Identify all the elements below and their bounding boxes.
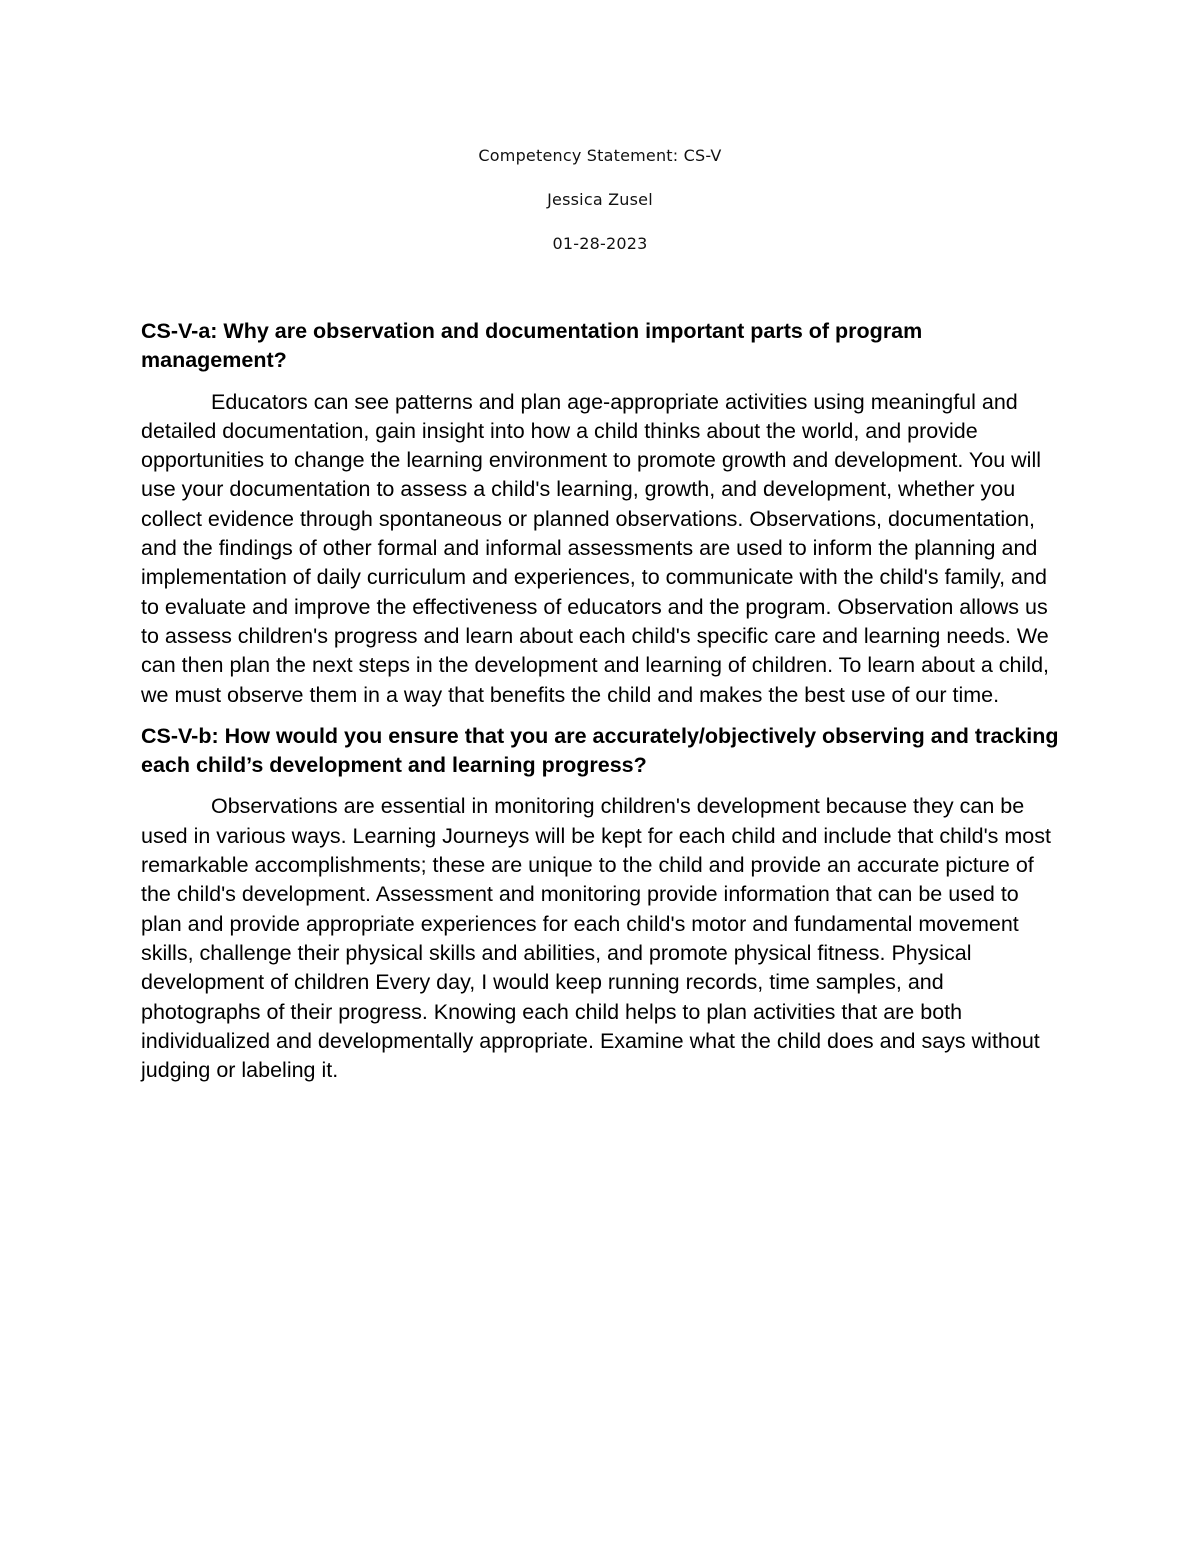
question-cs-v-a: CS-V-a: Why are observation and documentation important parts of program management? [141,319,923,373]
question-cs-v-b: CS-V-b: How would you ensure that you are accurately/objectively observing and tracking each child’s development and learning progress? [141,723,1059,778]
document-date: 01-28-2023 [552,234,648,253]
author-name: Jessica Zusel [547,190,653,209]
answer-cs-v-a: Educators can see patterns and plan age-appropriate activities using meaningful and detailed documentation, gain insight into how a child thinks about the world, and provide opportunities to change the learning environment to promote growth and development. You will use your documentation to assess a child's learning, growth, and development, whether you collect evidence through spontaneous or planned observations. Observations, documentation, and the findings of other formal and informal assessments are used to inform the planning and implementation of daily curriculum and experiences, to communicate with the child's family, and to evaluate and improve the effectiveness of educators and the program. Observation allows us to assess children's progress and learn about each child's specific care and learning needs. We can then plan the next steps in the development and learning of children. To learn about a child, we must observe them in a way that benefits the child and makes the best use of our time. [141,389,1049,707]
answer-cs-v-b: Observations are essential in monitoring children's development because they can be used in various ways. Learning Journeys will be kept for each child and include that child's most remarkable accomplishments; these are unique to the child and provide an accurate picture of the child's development. Assessment and monitoring provide information that can be used to plan and provide appropriate experiences for each child's motor and fundamental movement skills, challenge their physical skills and abilities, and promote physical fitness. Physical development of children Every day, I would keep running records, time samples, and photographs of their progress. Knowing each child helps to plan activities that are both individualized and developmentally appropriate. Examine what the child does and says without judging or labeling it. [141,794,1051,1083]
document-body [141,317,1061,1097]
document-title: Competency Statement: CS-V [478,146,722,165]
